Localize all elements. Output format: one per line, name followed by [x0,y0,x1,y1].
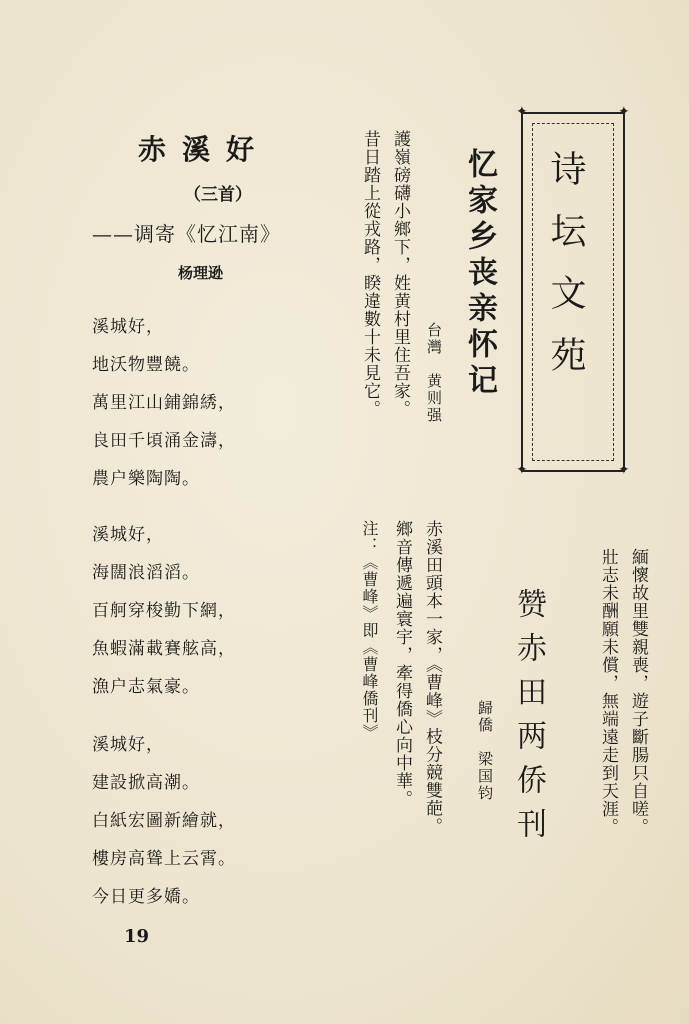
poem-line: 樓房高聳上云霄。 [92,849,236,869]
poem-line: 溪城好， [92,317,164,337]
left-poem-title: 赤溪好 [138,133,271,166]
poem2-title: 赞赤田两侨刊 [511,588,546,852]
left-poem-subtitle: ——调寄《忆江南》 [92,222,281,246]
poem-line: 溪城好， [92,735,164,755]
corner-ornament-icon: ✦ [516,462,528,478]
left-poem-author: 杨理逊 [178,264,224,282]
poem1-author: 台灣 黄则强 [425,322,443,424]
poem1-line: 昔日踏上從戎路，睽違數十未見它。 [360,130,380,418]
poem-line: 良田千頃涌金濤， [92,431,236,451]
poem-line: 今日更多嬌。 [92,887,200,907]
poem2-line: 緬懷故里雙親喪，遊子斷腸只自嗟。 [628,548,648,836]
section-title: 诗坛文苑 [545,150,586,398]
poem-line: 地沃物豐饒。 [92,355,200,375]
corner-ornament-icon: ✦ [618,462,630,478]
page-number: 19 [124,926,150,947]
poem-line: 農户樂陶陶。 [92,469,200,489]
poem2-line: 鄉音傳遞遍寰宇，牽得僑心向中華。 [392,520,412,808]
corner-ornament-icon: ✦ [618,104,630,120]
poem-line: 建設掀高潮。 [92,773,200,793]
poem-line: 魚蝦滿載賽舷高， [92,639,236,659]
left-poem-count: （三首） [184,185,252,205]
poem-line: 海闊浪滔滔。 [92,563,200,583]
poem2-line: 壯志未酬願未償，無端遠走到天涯。 [598,548,618,836]
corner-ornament-icon: ✦ [516,104,528,120]
poem1-line: 護嶺磅礴小鄉下，姓黄村里住吾家。 [390,130,410,418]
poem-line: 白紙宏圖新繪就， [92,811,236,831]
poem-line: 溪城好， [92,525,164,545]
poem2-author: 歸僑 梁国钧 [476,700,494,802]
poem2-line: 赤溪田頭本一家，《曹峰》枝分競雙葩。 [422,520,442,836]
poem-line: 百舸穿梭勤下網， [92,601,236,621]
poem2-note: 注：《曹峰》即《曹峰僑刊》 [360,520,379,741]
poem-line: 萬里江山鋪錦綉， [92,393,236,413]
poem1-title: 忆家乡丧亲怀记 [462,148,497,400]
poem-line: 漁户志氣豪。 [92,677,200,697]
